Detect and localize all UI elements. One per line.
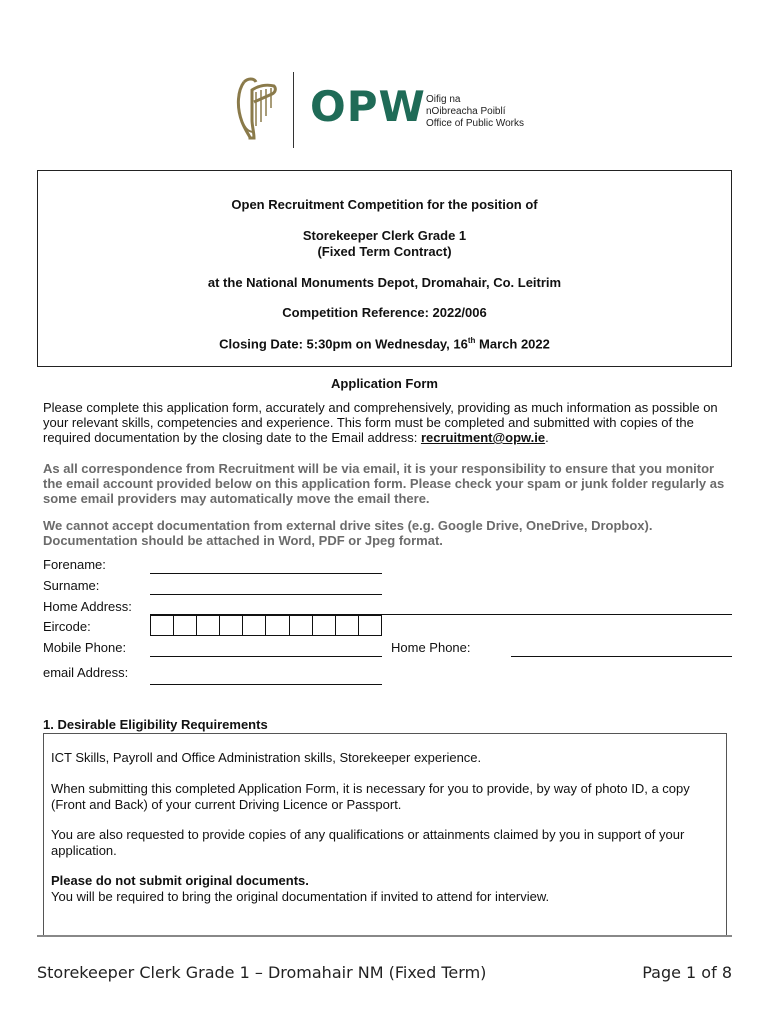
closing-date — [37, 336, 732, 351]
eircode-cell[interactable] — [220, 616, 243, 635]
section1-heading: 1. Desirable Eligibility Requirements — [43, 717, 268, 732]
competition-reference: Competition Reference: 2022/006 — [282, 305, 487, 320]
email-address-label: email Address: — [43, 665, 129, 680]
email-address-field[interactable] — [150, 684, 382, 685]
intro-text: Please complete this application form, accurately and comprehensively, providing as much information as possible on your relevant skills, competencies and experience. This form must be completed and submitted with copies of the required documentation by the closing date to the Email address: — [43, 400, 718, 445]
home-address-label: Home Address: — [43, 599, 132, 614]
opw-logo-text: OPW — [310, 82, 426, 131]
recruitment-email-link[interactable]: recruitment@opw.ie — [420, 430, 546, 445]
closing-date-sup: th — [467, 336, 476, 345]
eircode-cell[interactable] — [197, 616, 220, 635]
competition-line1: Open Recruitment Competition for the position of — [231, 197, 538, 212]
contract-type: (Fixed Term Contract) — [317, 244, 452, 259]
surname-label: Surname: — [43, 578, 100, 593]
footer-title: Storekeeper Clerk Grade 1 – Dromahair NM (Fixed Term) — [37, 963, 487, 982]
intro-paragraph — [43, 400, 733, 445]
interview-notice: You will be required to bring the original documentation if invited to attend for interview. — [51, 889, 550, 904]
page-number: Page 1 of 8 — [642, 963, 732, 982]
closing-date-prefix: Closing Date: 5:30pm on Wednesday, 16 — [219, 336, 468, 352]
harp-emblem-icon — [234, 76, 280, 142]
requirements-photo-id: When submitting this completed Application Form, it is necessary for you to provide, by way of photo ID, a copy (Front and Back) of your current Driving Licence or Passport. — [51, 781, 690, 812]
surname-field[interactable] — [150, 594, 382, 595]
home-phone-label: Home Phone: — [391, 640, 471, 655]
location-line: at the National Monuments Depot, Dromahair, Co. Leitrim — [207, 275, 562, 290]
eircode-label: Eircode: — [43, 619, 91, 634]
mobile-phone-label: Mobile Phone: — [43, 640, 127, 655]
mobile-phone-field[interactable] — [150, 656, 382, 657]
eircode-cell[interactable] — [151, 616, 174, 635]
eircode-cell[interactable] — [313, 616, 336, 635]
intro-end: . — [545, 430, 549, 445]
eircode-cell[interactable] — [266, 616, 289, 635]
page-bottom-rule — [37, 935, 732, 937]
no-originals-notice: Please do not submit original documents. — [51, 873, 309, 888]
org-name — [426, 94, 524, 130]
org-name-irish-1: Oifig na — [426, 94, 461, 105]
requirements-skills: ICT Skills, Payroll and Office Administration skills, Storekeeper experience. — [51, 750, 482, 765]
email-notice: As all correspondence from Recruitment will be via email, it is your responsibility to ensure that you monitor the email account provided below on this application form. Please check your spam or junk folder regularly as some email providers may automatically move the email there. — [43, 461, 725, 506]
forename-label: Forename: — [43, 557, 106, 572]
form-title: Application Form — [331, 376, 438, 391]
eircode-cell[interactable] — [336, 616, 359, 635]
documentation-notice: We cannot accept documentation from external drive sites (e.g. Google Drive, OneDrive, Dropbox). Documentation should be attached in Word, PDF or Jpeg format. — [43, 518, 653, 548]
home-phone-field[interactable] — [511, 656, 732, 657]
closing-date-suffix: March 2022 — [475, 336, 550, 352]
eircode-cell[interactable] — [359, 616, 381, 635]
eircode-cell[interactable] — [174, 616, 197, 635]
org-name-irish-2: nOibreacha Poiblí — [426, 106, 506, 117]
position-title: Storekeeper Clerk Grade 1 — [302, 228, 467, 243]
eircode-field[interactable] — [150, 615, 382, 636]
eircode-cell[interactable] — [243, 616, 266, 635]
forename-field[interactable] — [150, 573, 382, 574]
eircode-cell[interactable] — [290, 616, 313, 635]
org-name-english: Office of Public Works — [426, 118, 524, 129]
requirements-qualifications: You are also requested to provide copies of any qualifications or attainments claimed by you in support of your application. — [51, 827, 685, 858]
logo-divider — [293, 72, 294, 148]
